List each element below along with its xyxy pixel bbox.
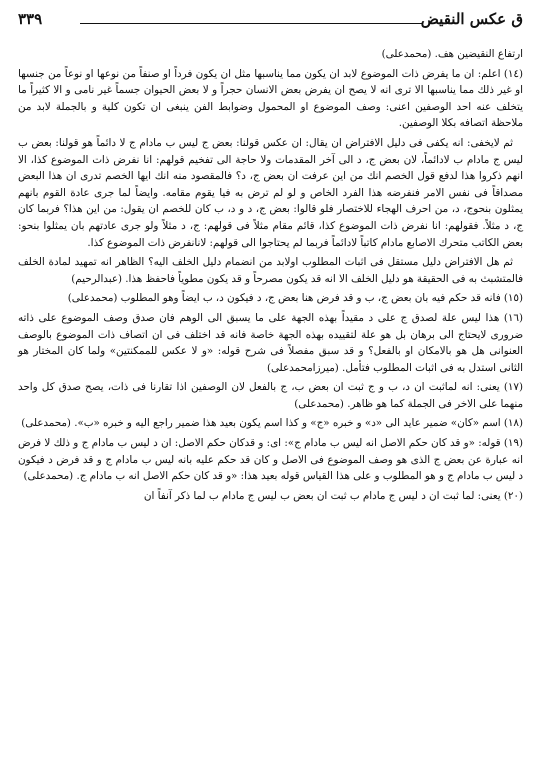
footnote-17: (١٧) يعنی: انه لماثبت ان د، ب و ج ثبت ان بعض ب، ج بالفعل لان الوصفين اذا تقارنا فی ذات، يصح صدق كل واحد منهما على الاخر فی الجملة كما هو ظاهر. (محمدعلی): [18, 381, 523, 410]
running-title: ق عكس النقيض: [420, 10, 523, 28]
footnote-15: (١٥) فانه قد حكم فيه بان بعض ج، ب و قد فرض هنا بعض ج، د فيكون د، ب ايضاً وهو المطلوب (محمدعلی): [67, 292, 523, 305]
footnote-13-continuation: ارتفاع النقيضين هف. (محمدعلی): [381, 48, 523, 60]
footnote-14-remark: ثم لايخفى: انه يكفی فی دليل الافتراض ان يقال: ان عكس قولنا: بعض ج ليس ب مادام ج لا دائماً هو قولنا: بعض ب ليس ج مادام ب لادائماً، لان بعض ج، د الى آخر المقدمات ولا حاجة الى تفخيم قولهم: انا نفرض ذات الموضوع كذا، الا انهم ذكروا هذا لدفع قول الخصم انك من اين عرفت ان بعض ج، د؟ فالمقصود منه انك ايها الخصم تدری ان هذا البعض مصداقاً فی نفس الامر فنفرضه هذا الفرد الخاص و لو لم ترض به فيا يقوم مقامه. وايضاً لما جرى عادة القوم بانهم يمثلون بنحوج، د، من احرف الهجاء للاختصار فلو قالوا: بعض ج، د و د، ب كان للخصم ان يقول: من اين هذا؟ فربما كان ج، د مثلاً. فقولهم: انا نفرض ذات الموضوع كذا، قائم مقام مثلاً فی قولهم: ج، د مثلاً ولو جرى عادتهم بان يمثلوا بنحو: بعض الكاتب متحرك الاصابع مادام كاتباً لادائماً فربما لم يحتاجوا الى قولهم: لانانفرض ذات الموضوع كذا.: [18, 136, 523, 249]
header-rule: [80, 23, 423, 24]
page-number: ٣٣٩: [18, 10, 43, 28]
page-header: [18, 10, 523, 36]
footnote-16: (١٦) هذا ليس علة لصدق ج على د مقيداً بهذه الجهة على ما يسبق الى الوهم فان صدق وصف الموضوع على ذاته ضروری لايحتاج الى برهان بل هو علة لتقييده بهذه الجهة خاصة فانه قد اختلف فی ان اتصاف ذات الموضوع بالوصف العنوانی هل هو بالامكان او بالفعل؟ و قد سبق مفصلاً فی شرح قوله: «و لا عكس للممكنتين» ولما كان المختار هو الثانی استدل به فی اثبات المطلوب فتأمل. (ميرزامحمدعلی): [18, 311, 523, 374]
footnotes-body: [18, 46, 523, 504]
footnote-14-question: ثم هل الافتراض دليل مستقل فی اثبات المطلوب اولابد من انضمام دليل الخلف اليه؟ الظاهر انه تمهيد لمادة الخلف فالمتشبث به فی الحقيقة هو دليل الخلف الا انه قد يكون مصرحاً و قد يكون مطوياً فاحفظ هذا. (عبدالرحيم): [18, 256, 523, 285]
footnote-20: (٢٠) يعنی: لما ثبت ان د ليس ج مادام ب ثبت ان بعض ب ليس ج مادام ب لما ذكر آنفاً ان: [143, 489, 523, 502]
footnote-19: (١٩) قوله: «و قد كان حكم الاصل انه ليس ب مادام ج»: ای: و قدكان حكم الاصل: ان د ليس ب مادام ج و ذلك لا فرض انه عبارة عن بعض ج الذی هو وصف الموضوع فی الاصل و كان قد حكم عليه بانه ليس ب مادام ج و قد فرض د فيكون د ليس ب مادام ج و هو المطلوب و على هذا القياس قوله بعيد هذا: «و قد كان حكم الاصل انه ب مادام ج. (محمدعلی): [18, 437, 523, 483]
footnote-18: (١٨) اسم «كان» ضمير عايد الى «د» و خبره «ج» و كذا اسم يكون بعيد هذا ضمير راجع اليه و خبره «ب». (محمدعلی): [21, 417, 523, 430]
footnote-14: (١٤) اعلم: ان ما يفرض ذات الموضوع لابد ان يكون مما يناسبها مثل ان يكون فرداً او صنفاً من نوعها او نوعاً من جنسها او غير ذلك مما يناسبها الا ترى انه لا يصح ان يفرض بعض الانسان حجراً و لا بعض الحيوان جسماً غير نامی و الا كثيراً ما يتخلف عنه احد الوصفين اعنی: وصف الموضوع او المحمول وضوابط الفن ينبغی ان تكون كلية و بالجملة لابد من ملاحظة اتصافه بكلا الوصفين.: [18, 67, 523, 130]
